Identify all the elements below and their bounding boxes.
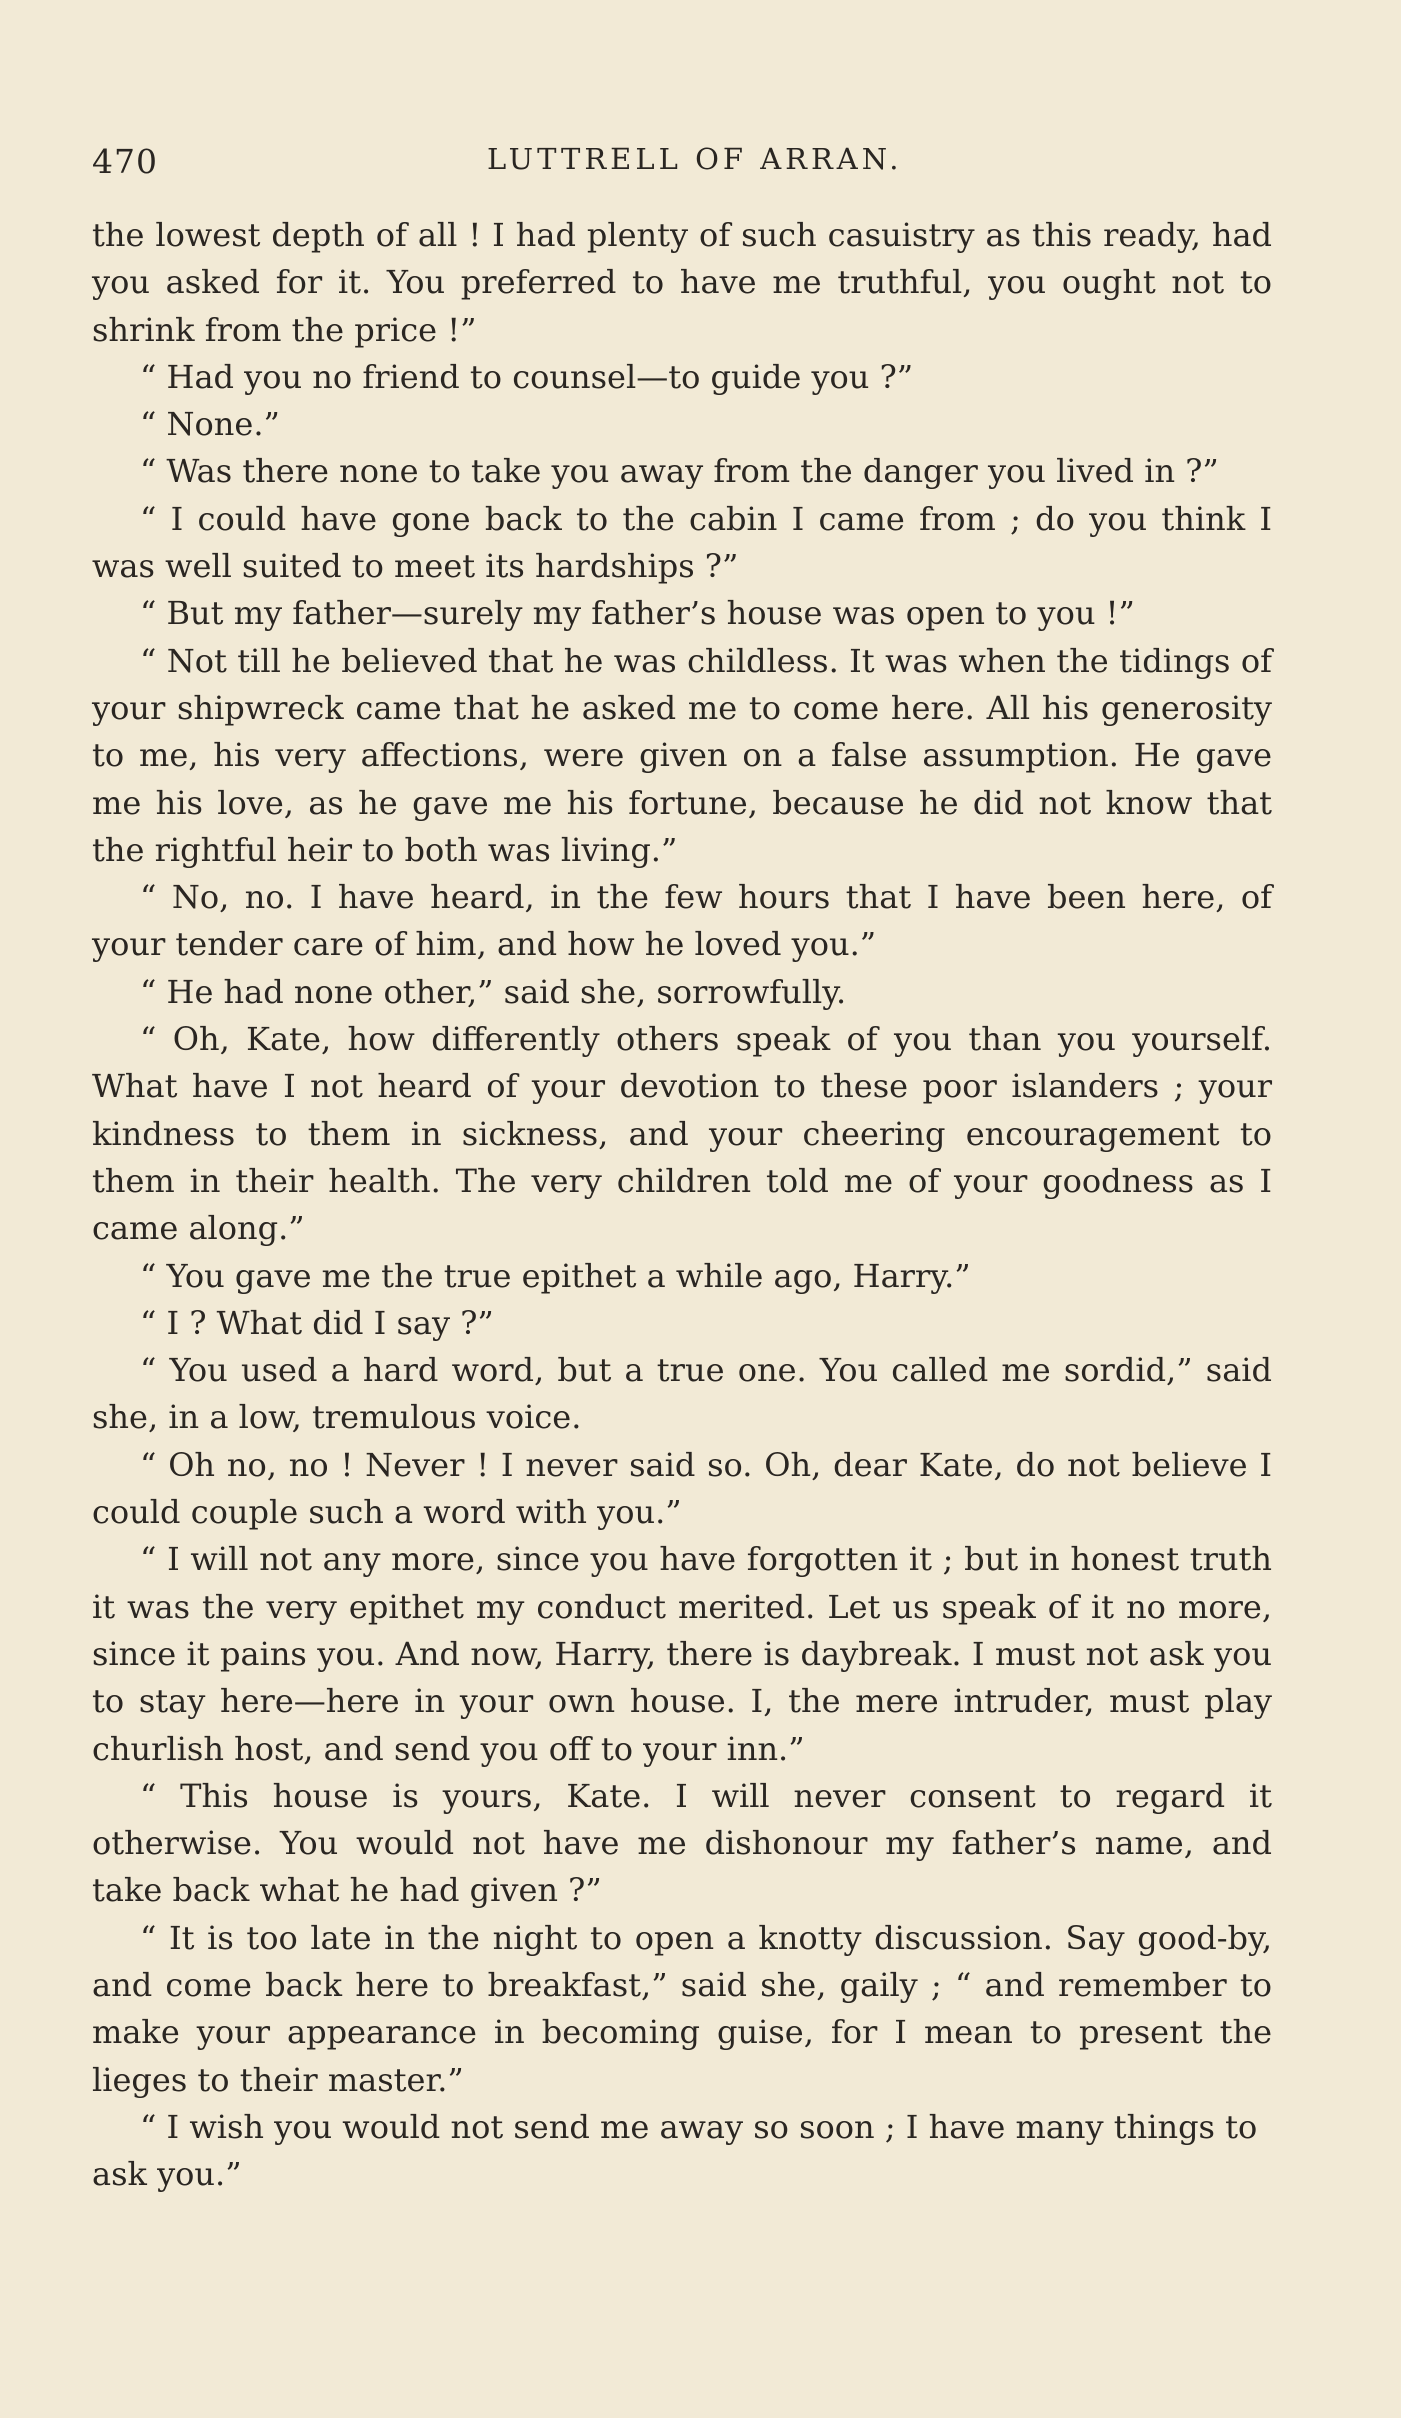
paragraph: “ I could have gone back to the cabin I came from ; do you think I was well suited to meet its hardships ?”	[92, 499, 1272, 586]
paragraph: “ You gave me the true epithet a while ago, Harry.”	[140, 1256, 971, 1295]
paragraph: “ I ? What did I say ?”	[140, 1303, 494, 1342]
paragraph: “ This house is yours, Kate. I will never consent to regard it otherwise. You would not have me dishonour my father’s name, and take back what he had given ?”	[92, 1776, 1272, 1910]
paragraph: “ It is too late in the night to open a knotty discussion. Say good-by, and come back here to breakfast,” said she, gaily ; “ and remember to make your appearance in becoming guise, for I mean to present the lieges to their master.”	[92, 1918, 1272, 2099]
paragraph: “ Oh, Kate, how differently others speak of you than you yourself. What have I not heard of your devotion to these poor islanders ; your kindness to them in sickness, and your cheering encouragement to them in their health. The very children told me of your goodness as I came along.”	[92, 1020, 1272, 1248]
paragraph: “ None.”	[140, 405, 280, 444]
paragraph: “ Oh no, no ! Never ! I never said so. Oh, dear Kate, do not believe I could couple such a word with you.”	[92, 1445, 1272, 1532]
paragraph: “ He had none other,” said she, sorrowfully.	[140, 972, 847, 1011]
body-text	[92, 212, 1272, 2198]
running-title: LUTTRELL OF ARRAN.	[487, 142, 903, 176]
paragraph: “ No, no. I have heard, in the few hours that I have been here, of your tender care of him, and how he loved you.”	[92, 878, 1272, 964]
paragraph: “ Had you no friend to counsel—to guide you ?”	[140, 357, 914, 396]
paragraph: the lowest depth of all ! I had plenty of such casuistry as this ready, had you asked for it. You preferred to have me truthful, you ought not to shrink from the price !”	[92, 216, 1272, 349]
paragraph: “ Not till he believed that he was childless. It was when the tidings of your shipwreck came that he asked me to come here. All his generosity to me, his very affections, were given on a false assumption. He gave me his love, as he gave me his fortune, because he did not know that the rightful heir to both was living.”	[92, 641, 1272, 869]
page-number: 470	[92, 142, 158, 181]
page-header	[92, 142, 1272, 192]
paragraph: “ You used a hard word, but a true one. You called me sordid,” said she, in a low, tremulous voice.	[92, 1351, 1272, 1437]
paragraph: “ Was there none to take you away from the danger you lived in ?”	[140, 452, 1219, 491]
paragraph: “ I will not any more, since you have forgotten it ; but in honest truth it was the very epithet my conduct merited. Let us speak of it no more, since it pains you. And now, Harry, there is daybreak. I must not ask you to stay here—here in your own house. I, the mere intruder, must play churlish host, and send you off to your inn.”	[92, 1540, 1272, 1768]
paragraph: “ I wish you would not send me away so soon ; I have many things to ask you.”	[92, 2107, 1258, 2194]
paragraph: “ But my father—surely my father’s house was open to you !”	[140, 594, 1135, 633]
